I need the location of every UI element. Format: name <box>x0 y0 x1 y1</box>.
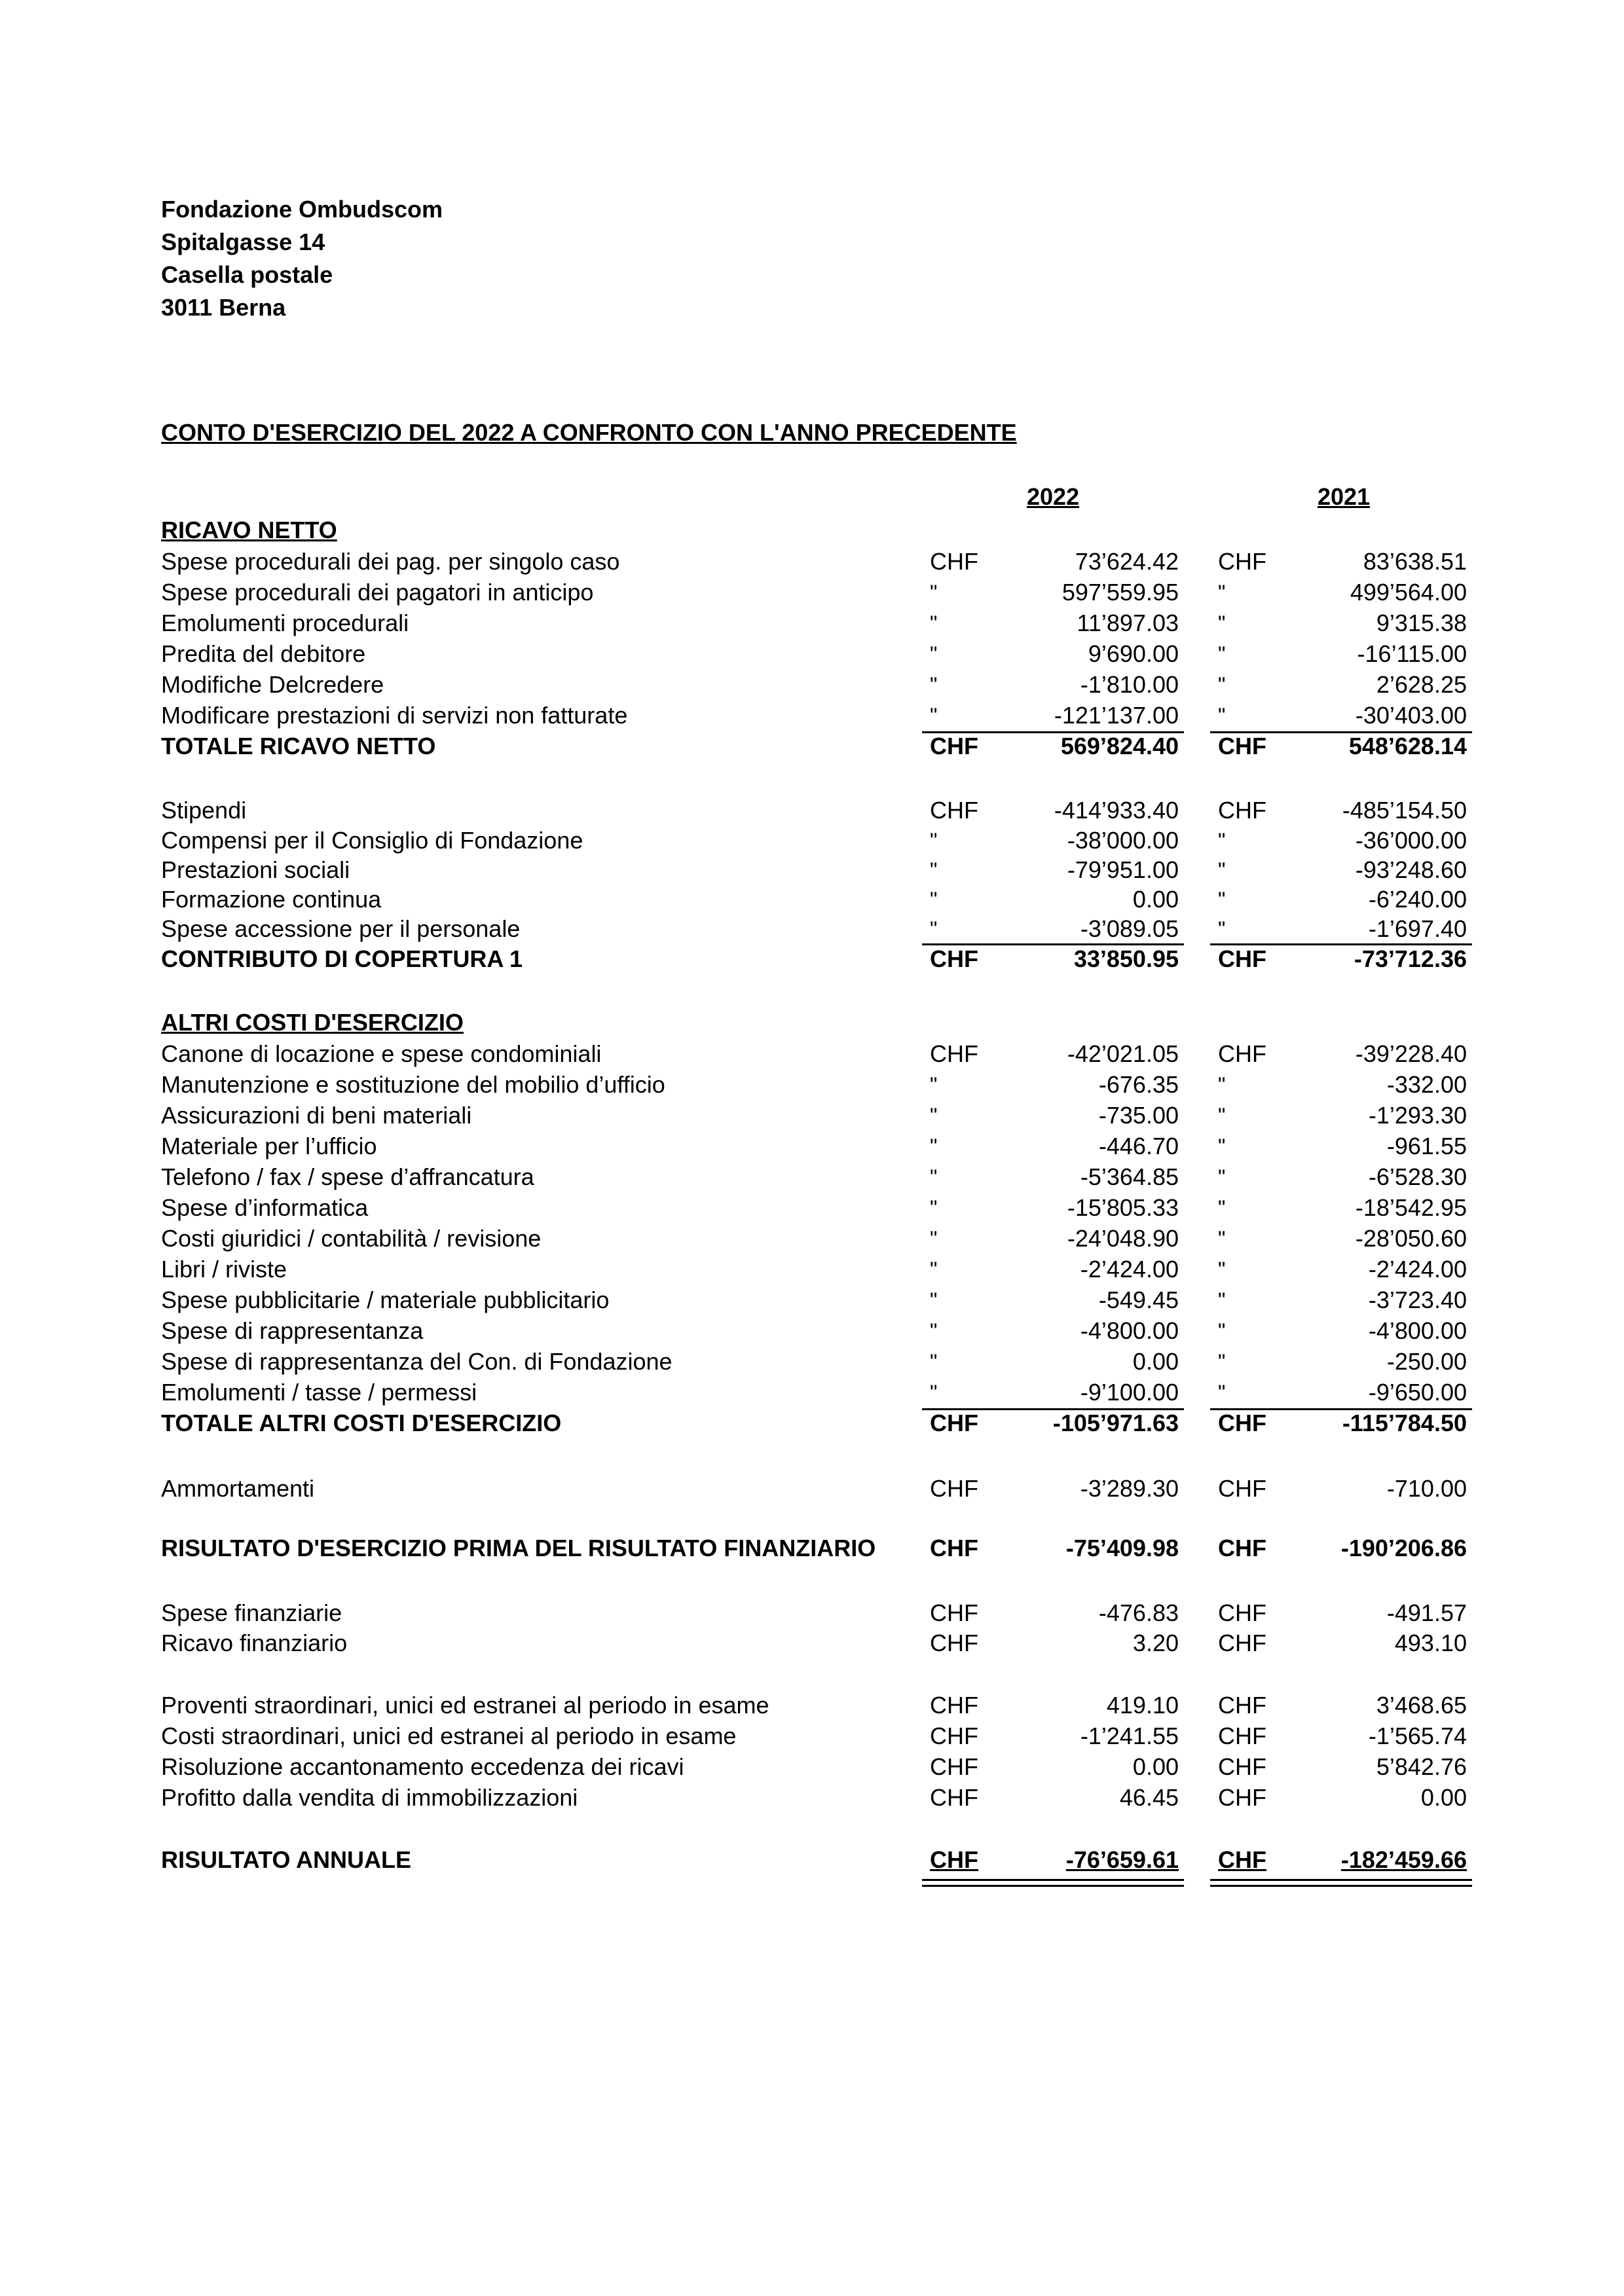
value-2022: -1’810.00 <box>1080 671 1179 698</box>
table-row <box>0 1474 1624 1503</box>
table-row <box>0 640 1624 668</box>
value-2021: -36’000.00 <box>1355 827 1467 854</box>
row-label: RISULTATO D'ESERCIZIO PRIMA DEL RISULTATO FINANZIARIO <box>161 1535 876 1561</box>
currency-2021: CHF <box>1218 1753 1266 1780</box>
value-2021: -1’565.74 <box>1368 1722 1467 1749</box>
sender-address <box>161 193 443 324</box>
section-heading-altri-costi <box>0 1008 1624 1037</box>
value-2021: 5’842.76 <box>1376 1753 1467 1780</box>
row-label: Spese accessione per il personale <box>161 915 521 942</box>
ditto-mark-2022: " <box>930 1319 938 1343</box>
ditto-mark-2022: " <box>930 704 938 727</box>
value-2022: 569’824.40 <box>1060 733 1179 759</box>
currency-2022: CHF <box>930 1722 978 1749</box>
value-2021: -4’800.00 <box>1368 1317 1467 1344</box>
double-rule-2022 <box>922 1879 1184 1887</box>
row-label: Compensi per il Consiglio di Fondazione <box>161 827 583 854</box>
currency-2022: CHF <box>930 797 978 824</box>
row-label: Costi giuridici / contabilità / revisione <box>161 1225 542 1252</box>
currency-2022: CHF <box>930 1535 978 1561</box>
value-2022: -549.45 <box>1098 1286 1179 1313</box>
value-2021: -961.55 <box>1386 1133 1467 1159</box>
value-2021: -332.00 <box>1386 1071 1467 1098</box>
row-label: Spese pubblicitarie / materiale pubblicitario <box>161 1286 610 1313</box>
table-row <box>0 609 1624 638</box>
value-2022: -476.83 <box>1098 1599 1179 1626</box>
ditto-mark-2021: " <box>1218 611 1226 635</box>
ditto-mark-2021: " <box>1218 829 1226 852</box>
row-label: TOTALE ALTRI COSTI D'ESERCIZIO <box>161 1410 562 1436</box>
currency-2021: CHF <box>1218 945 1266 972</box>
ditto-mark-2021: " <box>1218 858 1226 882</box>
value-2022: -5’364.85 <box>1080 1163 1179 1190</box>
currency-2021: CHF <box>1218 1784 1266 1811</box>
row-label: Canone di locazione e spese condominiali <box>161 1040 602 1067</box>
table-row <box>0 1347 1624 1376</box>
row-label: Telefono / fax / spese d’affrancatura <box>161 1163 534 1190</box>
ditto-mark-2022: " <box>930 581 938 604</box>
value-2022: -676.35 <box>1098 1071 1179 1098</box>
table-row <box>0 1070 1624 1099</box>
value-2022: -2’424.00 <box>1080 1256 1179 1283</box>
currency-2021: CHF <box>1218 1475 1266 1502</box>
value-2021: 0.00 <box>1420 1784 1467 1811</box>
value-2022: -105’971.63 <box>1052 1410 1179 1436</box>
value-2021: 548’628.14 <box>1348 733 1467 759</box>
value-2022: 0.00 <box>1132 1753 1179 1780</box>
ditto-mark-2021: " <box>1218 1381 1226 1404</box>
currency-2022: CHF <box>930 945 978 972</box>
value-2021: -18’542.95 <box>1355 1194 1467 1221</box>
row-label: RICAVO NETTO <box>161 517 337 543</box>
value-2022: 0.00 <box>1132 1348 1179 1375</box>
value-2021: -93’248.60 <box>1355 856 1467 883</box>
ditto-mark-2021: " <box>1218 1258 1226 1281</box>
ditto-mark-2021: " <box>1218 1319 1226 1343</box>
row-label: Emolumenti / tasse / permessi <box>161 1379 477 1406</box>
value-2021: -28’050.60 <box>1355 1225 1467 1252</box>
value-2022: 0.00 <box>1132 886 1179 913</box>
value-2021: -1’697.40 <box>1368 915 1467 942</box>
ditto-mark-2021: " <box>1218 1073 1226 1097</box>
currency-2021: CHF <box>1218 1692 1266 1719</box>
currency-2021: CHF <box>1218 1722 1266 1749</box>
value-2021: 499’564.00 <box>1350 579 1467 606</box>
currency-2022: CHF <box>930 1599 978 1626</box>
address-line-4: 3011 Berna <box>161 294 286 321</box>
currency-2021: CHF <box>1218 1535 1266 1561</box>
table-row <box>0 1753 1624 1781</box>
ditto-mark-2021: " <box>1218 1196 1226 1220</box>
value-2022: -4’800.00 <box>1080 1317 1179 1344</box>
value-2021: 3’468.65 <box>1376 1692 1467 1719</box>
year-header-current: 2022 <box>1027 483 1080 510</box>
value-2022: 11’897.03 <box>1077 610 1179 636</box>
table-row <box>0 1040 1624 1068</box>
value-2022: 46.45 <box>1119 1784 1179 1811</box>
value-2022: -75’409.98 <box>1065 1535 1179 1561</box>
value-2021: 83’638.51 <box>1363 548 1467 575</box>
total-row <box>0 945 1624 974</box>
row-label: Risoluzione accantonamento eccedenza dei ricavi <box>161 1753 684 1780</box>
value-2021: 493.10 <box>1394 1630 1467 1656</box>
table-row <box>0 1132 1624 1161</box>
table-row <box>0 701 1624 730</box>
table-row <box>0 578 1624 607</box>
value-2022: -38’000.00 <box>1067 827 1179 854</box>
ditto-mark-2021: " <box>1218 704 1226 727</box>
ditto-mark-2022: " <box>930 888 938 911</box>
table-row <box>0 1378 1624 1407</box>
ditto-mark-2022: " <box>930 611 938 635</box>
row-label: Formazione continua <box>161 886 382 913</box>
table-row <box>0 1629 1624 1658</box>
row-label: Profitto dalla vendita di immobilizzazioni <box>161 1784 578 1811</box>
value-2022: 9’690.00 <box>1088 640 1179 667</box>
value-2021: -1’293.30 <box>1368 1102 1467 1129</box>
ditto-mark-2022: " <box>930 858 938 882</box>
value-2022: -15’805.33 <box>1067 1194 1179 1221</box>
ditto-mark-2021: " <box>1218 1227 1226 1250</box>
ditto-mark-2021: " <box>1218 1104 1226 1127</box>
row-label: Manutenzione e sostituzione del mobilio d’ufficio <box>161 1071 665 1098</box>
currency-2021: CHF <box>1218 733 1266 759</box>
table-row <box>0 1163 1624 1192</box>
currency-2022: CHF <box>930 1040 978 1067</box>
ditto-mark-2022: " <box>930 673 938 697</box>
value-2022: -121’137.00 <box>1054 702 1179 729</box>
currency-2022: CHF <box>930 1753 978 1780</box>
value-2021: -182’459.66 <box>1340 1846 1467 1873</box>
value-2022: 33’850.95 <box>1073 945 1179 972</box>
currency-2021: CHF <box>1218 548 1266 575</box>
value-2022: -3’289.30 <box>1080 1475 1179 1502</box>
ditto-mark-2022: " <box>930 1288 938 1312</box>
row-label: Ricavo finanziario <box>161 1630 348 1656</box>
row-label: Proventi straordinari, unici ed estranei al periodo in esame <box>161 1692 769 1719</box>
ditto-mark-2022: " <box>930 1165 938 1189</box>
ditto-mark-2022: " <box>930 1227 938 1250</box>
row-label: Modifiche Delcredere <box>161 671 384 698</box>
table-row <box>0 1286 1624 1315</box>
value-2022: -9’100.00 <box>1080 1379 1179 1406</box>
value-2021: -3’723.40 <box>1368 1286 1467 1313</box>
row-label: Spese procedurali dei pag. per singolo caso <box>161 548 620 575</box>
currency-2022: CHF <box>930 1410 978 1436</box>
year-header-previous: 2021 <box>1318 483 1371 510</box>
value-2021: 9’315.38 <box>1376 610 1467 636</box>
value-2022: 419.10 <box>1106 1692 1179 1719</box>
row-label: Stipendi <box>161 797 247 824</box>
table-row <box>0 796 1624 825</box>
row-label: TOTALE RICAVO NETTO <box>161 733 436 759</box>
value-2021: -6’528.30 <box>1368 1163 1467 1190</box>
value-2021: -9’650.00 <box>1368 1379 1467 1406</box>
table-row <box>0 1255 1624 1284</box>
ditto-mark-2022: " <box>930 917 938 941</box>
currency-2022: CHF <box>930 1784 978 1811</box>
table-row <box>0 826 1624 855</box>
ditto-mark-2022: " <box>930 1258 938 1281</box>
row-label: Spese d’informatica <box>161 1194 369 1221</box>
row-label: Prestazioni sociali <box>161 856 350 883</box>
ditto-mark-2021: " <box>1218 1165 1226 1189</box>
row-label: Libri / riviste <box>161 1256 287 1283</box>
table-row <box>0 1722 1624 1751</box>
currency-2021: CHF <box>1218 797 1266 824</box>
table-row <box>0 547 1624 576</box>
address-line-2: Spitalgasse 14 <box>161 228 325 255</box>
row-label: Assicurazioni di beni materiali <box>161 1102 472 1129</box>
value-2021: -250.00 <box>1386 1348 1467 1375</box>
total-row <box>0 1534 1624 1563</box>
row-label: Predita del debitore <box>161 640 366 667</box>
ditto-mark-2022: " <box>930 1381 938 1404</box>
value-2021: -190’206.86 <box>1340 1535 1467 1561</box>
ditto-mark-2021: " <box>1218 1135 1226 1158</box>
currency-2021: CHF <box>1218 1040 1266 1067</box>
value-2021: -115’784.50 <box>1342 1410 1467 1436</box>
value-2021: -39’228.40 <box>1355 1040 1467 1067</box>
currency-2022: CHF <box>930 548 978 575</box>
total-row <box>0 732 1624 761</box>
table-row <box>0 915 1624 943</box>
row-label: Spese di rappresentanza <box>161 1317 424 1344</box>
value-2022: -414’933.40 <box>1054 797 1179 824</box>
row-label: CONTRIBUTO DI COPERTURA 1 <box>161 945 523 972</box>
value-2021: -30’403.00 <box>1355 702 1467 729</box>
ditto-mark-2021: " <box>1218 888 1226 911</box>
ditto-mark-2021: " <box>1218 673 1226 697</box>
currency-2022: CHF <box>930 1692 978 1719</box>
row-label: RISULTATO ANNUALE <box>161 1846 411 1873</box>
value-2022: 3.20 <box>1132 1630 1179 1656</box>
address-line-3: Casella postale <box>161 261 333 288</box>
value-2021: 2’628.25 <box>1376 671 1467 698</box>
value-2022: -24’048.90 <box>1067 1225 1179 1252</box>
table-row <box>0 1194 1624 1222</box>
value-2022: -42’021.05 <box>1067 1040 1179 1067</box>
currency-2022: CHF <box>930 1846 978 1873</box>
value-2022: -735.00 <box>1098 1102 1179 1129</box>
row-label: Costi straordinari, unici ed estranei al periodo in esame <box>161 1722 737 1749</box>
ditto-mark-2022: " <box>930 1135 938 1158</box>
value-2021: -16’115.00 <box>1357 640 1467 667</box>
value-2021: -485’154.50 <box>1342 797 1467 824</box>
currency-2022: CHF <box>930 1630 978 1656</box>
ditto-mark-2022: " <box>930 1073 938 1097</box>
value-2022: -76’659.61 <box>1065 1846 1179 1873</box>
table-row <box>0 1101 1624 1130</box>
double-rule-2021 <box>1210 1879 1472 1887</box>
currency-2021: CHF <box>1218 1599 1266 1626</box>
table-row <box>0 1317 1624 1345</box>
currency-2021: CHF <box>1218 1630 1266 1656</box>
value-2022: -3’089.05 <box>1080 915 1179 942</box>
ditto-mark-2022: " <box>930 829 938 852</box>
value-2022: -1’241.55 <box>1080 1722 1179 1749</box>
table-row <box>0 1599 1624 1628</box>
row-label: Spese finanziarie <box>161 1599 342 1626</box>
table-row <box>0 1691 1624 1720</box>
value-2022: 73’624.42 <box>1075 548 1179 575</box>
ditto-mark-2022: " <box>930 1350 938 1374</box>
table-row <box>0 1224 1624 1253</box>
currency-2022: CHF <box>930 1475 978 1502</box>
table-row <box>0 856 1624 884</box>
table-row <box>0 670 1624 699</box>
value-2021: -710.00 <box>1386 1475 1467 1502</box>
total-row <box>0 1409 1624 1438</box>
ditto-mark-2021: " <box>1218 1288 1226 1312</box>
ditto-mark-2021: " <box>1218 1350 1226 1374</box>
value-2022: -446.70 <box>1098 1133 1179 1159</box>
ditto-mark-2021: " <box>1218 581 1226 604</box>
value-2021: -2’424.00 <box>1368 1256 1467 1283</box>
address-line-1: Fondazione Ombudscom <box>161 196 443 223</box>
grand-total-row <box>0 1846 1624 1874</box>
row-label: Ammortamenti <box>161 1475 315 1502</box>
row-label: Modificare prestazioni di servizi non fatturate <box>161 702 628 729</box>
row-label: Spese di rappresentanza del Con. di Fondazione <box>161 1348 673 1375</box>
row-label: Spese procedurali dei pagatori in anticipo <box>161 579 594 606</box>
currency-2022: CHF <box>930 733 978 759</box>
row-label: Emolumenti procedurali <box>161 610 409 636</box>
value-2021: -73’712.36 <box>1354 945 1467 972</box>
table-row <box>0 1783 1624 1812</box>
currency-2021: CHF <box>1218 1410 1266 1436</box>
ditto-mark-2021: " <box>1218 642 1226 666</box>
section-heading-ricavo-netto <box>0 516 1624 545</box>
ditto-mark-2022: " <box>930 1104 938 1127</box>
value-2022: 597’559.95 <box>1061 579 1179 606</box>
ditto-mark-2021: " <box>1218 917 1226 941</box>
value-2022: -79’951.00 <box>1067 856 1179 883</box>
value-2021: -6’240.00 <box>1368 886 1467 913</box>
currency-2021: CHF <box>1218 1846 1266 1873</box>
ditto-mark-2022: " <box>930 1196 938 1220</box>
table-row <box>0 885 1624 914</box>
ditto-mark-2022: " <box>930 642 938 666</box>
value-2021: -491.57 <box>1386 1599 1467 1626</box>
document-title: CONTO D'ESERCIZIO DEL 2022 A CONFRONTO CON L'ANNO PRECEDENTE <box>161 419 1017 446</box>
row-label: ALTRI COSTI D'ESERCIZIO <box>161 1009 464 1036</box>
row-label: Materiale per l’ufficio <box>161 1133 377 1159</box>
